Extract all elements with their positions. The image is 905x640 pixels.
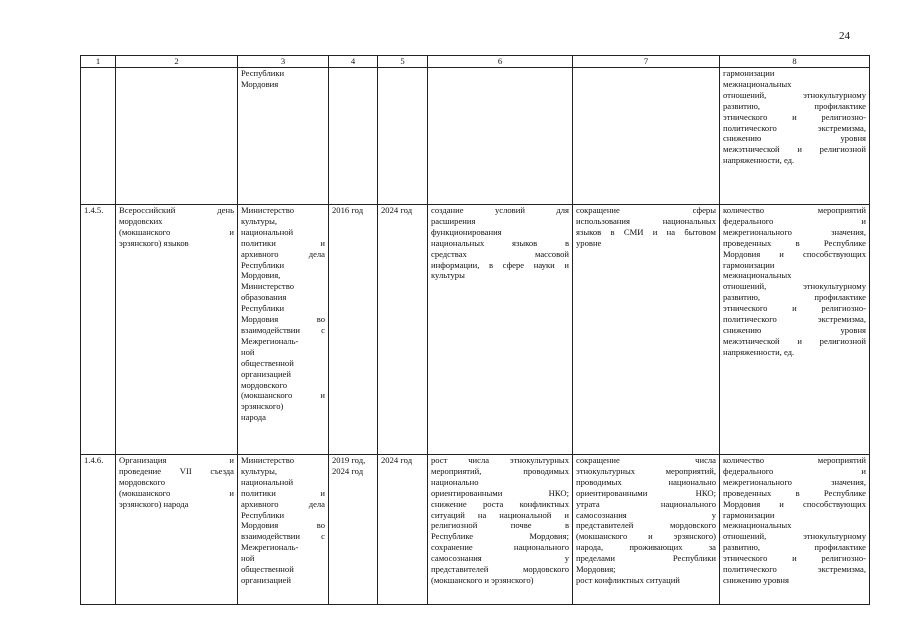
cell-line: мордовских: [119, 215, 163, 226]
cell-line: Организация и: [119, 455, 234, 465]
executor-cell: [238, 455, 329, 605]
cell-line: (мокшанского и: [119, 487, 234, 498]
table-header-row: [81, 56, 870, 68]
indicator-cell: [720, 68, 870, 205]
cell-line: сокращение числа: [576, 455, 716, 465]
header-cell: 3: [238, 56, 329, 68]
cell-line: Республики: [241, 509, 285, 520]
cell-line: национальной: [241, 226, 294, 237]
cell-line: этнического и религиозно-: [723, 553, 866, 564]
cell-line: сокращение сферы: [576, 205, 716, 215]
cell-line: проведенных в Республике: [723, 487, 866, 498]
cell-line: политического экстремизма,: [723, 564, 866, 575]
cell-line: пределами Республики: [576, 553, 716, 564]
executor-cell: [238, 205, 329, 455]
cell-line: рост конфликтных ситуаций: [576, 574, 680, 585]
cell-line: самосознания у: [431, 553, 569, 564]
cell-line: гармонизации: [723, 68, 775, 78]
cell-line: ной: [241, 346, 255, 357]
cell-line: Министерство: [241, 455, 294, 465]
executor-cell: [238, 68, 329, 205]
cell-line: Министерство: [241, 205, 294, 215]
number-cell: [81, 205, 116, 455]
start-year-cell: [329, 455, 378, 605]
cell-line: национальных языков в: [431, 237, 569, 248]
cell-line: Республике Мордовия;: [431, 531, 569, 542]
end-year-cell: [378, 455, 428, 605]
table-row: [81, 68, 870, 205]
event-name-cell: [116, 205, 238, 455]
cell-line: 2024 год: [332, 465, 364, 476]
expected-result-cell: [428, 205, 573, 455]
cell-line: напряженности, ед.: [723, 346, 795, 357]
cell-line: Министерство: [241, 281, 294, 292]
event-name-cell: [116, 68, 238, 205]
cell-line: национально: [431, 476, 479, 487]
cell-line: уровне: [576, 237, 602, 248]
cell-line: снижению уровня: [723, 133, 866, 144]
cell-line: межнациональных: [723, 270, 792, 281]
page-number: 24: [839, 30, 850, 42]
cell-line: взаимодействии с: [241, 324, 325, 335]
cell-line: отношений, этнокультурному: [723, 281, 866, 292]
cell-line: мордовского: [119, 476, 166, 487]
consequence-cell: [573, 68, 720, 205]
consequence-cell: [573, 205, 720, 455]
cell-line: политики и: [241, 487, 325, 498]
cell-line: архивного дела: [241, 248, 325, 259]
cell-line: межрегионального значения,: [723, 476, 866, 487]
number-cell: [81, 455, 116, 605]
cell-line: напряженности, ед.: [723, 155, 795, 166]
cell-line: мордовского: [241, 379, 288, 390]
end-year-cell: [378, 205, 428, 455]
expected-result-cell: [428, 68, 573, 205]
cell-line: языков в СМИ и на бытовом: [576, 226, 716, 237]
cell-line: культуры: [431, 270, 465, 281]
header-cell: 4: [329, 56, 378, 68]
cell-line: функционирования: [431, 226, 502, 237]
cell-line: образования: [241, 292, 287, 303]
cell-line: (мокшанского и: [119, 226, 234, 237]
cell-line: Мордовия во: [241, 520, 325, 531]
cell-line: политики и: [241, 237, 325, 248]
cell-line: 2024 год: [381, 455, 413, 465]
cell-line: Республики: [241, 68, 285, 78]
cell-line: этнического и религиозно-: [723, 303, 866, 314]
expected-result-cell: [428, 455, 573, 605]
cell-line: межэтнической и религиозной: [723, 335, 866, 346]
cell-line: ориентированными НКО;: [431, 487, 569, 498]
cell-line: межрегионального значения,: [723, 226, 866, 237]
event-name-cell: [116, 455, 238, 605]
end-year-cell: [378, 68, 428, 205]
cell-line: организацией: [241, 574, 291, 585]
header-cell: 6: [428, 56, 573, 68]
cell-line: ситуаций на национальной и: [431, 509, 569, 520]
cell-line: ориентированными НКО;: [576, 487, 716, 498]
cell-line: религиозной почве в: [431, 520, 569, 531]
cell-line: взаимодействии с: [241, 531, 325, 542]
start-year-cell: [329, 68, 378, 205]
cell-line: этнокультурных мероприятий,: [576, 465, 716, 476]
cell-line: развитию, профилактике: [723, 100, 866, 111]
table-row: [81, 455, 870, 605]
cell-line: информации, в сфере науки и: [431, 259, 569, 270]
cell-line: проводимых национально: [576, 476, 716, 487]
indicator-cell: [720, 205, 870, 455]
cell-line: организацией: [241, 368, 291, 379]
cell-line: сохранение национального: [431, 542, 569, 553]
cell-line: Всероссийский день: [119, 205, 234, 215]
cell-line: межнациональных: [723, 520, 792, 531]
cell-line: самосознания у: [576, 509, 716, 520]
indicator-cell: [720, 455, 870, 605]
cell-line: эрзянского) языков: [119, 237, 189, 248]
cell-line: (мокшанского и: [241, 390, 325, 401]
cell-line: использования национальных: [576, 215, 716, 226]
cell-line: отношений, этнокультурному: [723, 531, 866, 542]
program-table: [80, 55, 870, 605]
cell-line: снижению уровня: [723, 574, 789, 585]
cell-line: 2024 год: [381, 205, 413, 215]
cell-line: Республики: [241, 303, 285, 314]
cell-line: архивного дела: [241, 498, 325, 509]
cell-line: культуры,: [241, 215, 278, 226]
header-cell: 8: [720, 56, 870, 68]
cell-line: снижению уровня: [723, 324, 866, 335]
cell-line: Мордовия и способствующих: [723, 498, 866, 509]
number-cell: [81, 68, 116, 205]
header-cell: 1: [81, 56, 116, 68]
cell-line: проведенных в Республике: [723, 237, 866, 248]
cell-line: (мокшанского и эрзянского): [576, 531, 716, 542]
start-year-cell: [329, 205, 378, 455]
cell-line: общественной: [241, 357, 294, 368]
cell-line: культуры,: [241, 465, 278, 476]
cell-line: народа, проживающих за: [576, 542, 716, 553]
cell-line: мероприятий, проводимых: [431, 465, 569, 476]
cell-line: проведение VII съезда: [119, 465, 234, 476]
cell-line: представителей мордовского: [431, 564, 569, 575]
cell-line: Мордовия и способствующих: [723, 248, 866, 259]
cell-line: 1.4.5.: [84, 205, 104, 215]
cell-line: развитию, профилактике: [723, 542, 866, 553]
cell-line: количество мероприятий: [723, 205, 866, 215]
cell-line: эрзянского) народа: [119, 498, 189, 509]
cell-line: 2016 год: [332, 205, 364, 215]
cell-line: создание условий для: [431, 205, 569, 215]
cell-line: эрзянского): [241, 401, 284, 412]
cell-line: развитию, профилактике: [723, 292, 866, 303]
header-cell: 7: [573, 56, 720, 68]
cell-line: утрата национального: [576, 498, 716, 509]
header-cell: 2: [116, 56, 238, 68]
cell-line: количество мероприятий: [723, 455, 866, 465]
cell-line: (мокшанского и эрзянского): [431, 574, 534, 585]
cell-line: снижение роста конфликтных: [431, 498, 569, 509]
cell-line: Мордовия,: [241, 270, 281, 281]
cell-line: общественной: [241, 564, 294, 575]
cell-line: представителей мордовского: [576, 520, 716, 531]
cell-line: Мордовия;: [576, 564, 616, 575]
cell-line: политического экстремизма,: [723, 122, 866, 133]
cell-line: средствах массовой: [431, 248, 569, 259]
cell-line: 2019 год,: [332, 455, 366, 465]
cell-line: Республики: [241, 259, 285, 270]
cell-line: народа: [241, 412, 266, 423]
cell-line: политического экстремизма,: [723, 314, 866, 325]
cell-line: этнического и религиозно-: [723, 111, 866, 122]
table-row: [81, 205, 870, 455]
consequence-cell: [573, 455, 720, 605]
cell-line: Межрегиональ-: [241, 542, 299, 553]
header-cell: 5: [378, 56, 428, 68]
cell-line: межнациональных: [723, 78, 792, 89]
cell-line: расширения: [431, 215, 476, 226]
cell-line: 1.4.6.: [84, 455, 104, 465]
cell-line: отношений, этнокультурному: [723, 89, 866, 100]
cell-line: Мордовия: [241, 78, 279, 89]
cell-line: гармонизации: [723, 509, 775, 520]
cell-line: рост числа этнокультурных: [431, 455, 569, 465]
cell-line: межэтнической и религиозной: [723, 144, 866, 155]
cell-line: ной: [241, 553, 255, 564]
cell-line: национальной: [241, 476, 294, 487]
cell-line: федерального и: [723, 465, 866, 476]
cell-line: Мордовия во: [241, 314, 325, 325]
cell-line: гармонизации: [723, 259, 775, 270]
cell-line: Межрегиональ-: [241, 335, 299, 346]
cell-line: федерального и: [723, 215, 866, 226]
